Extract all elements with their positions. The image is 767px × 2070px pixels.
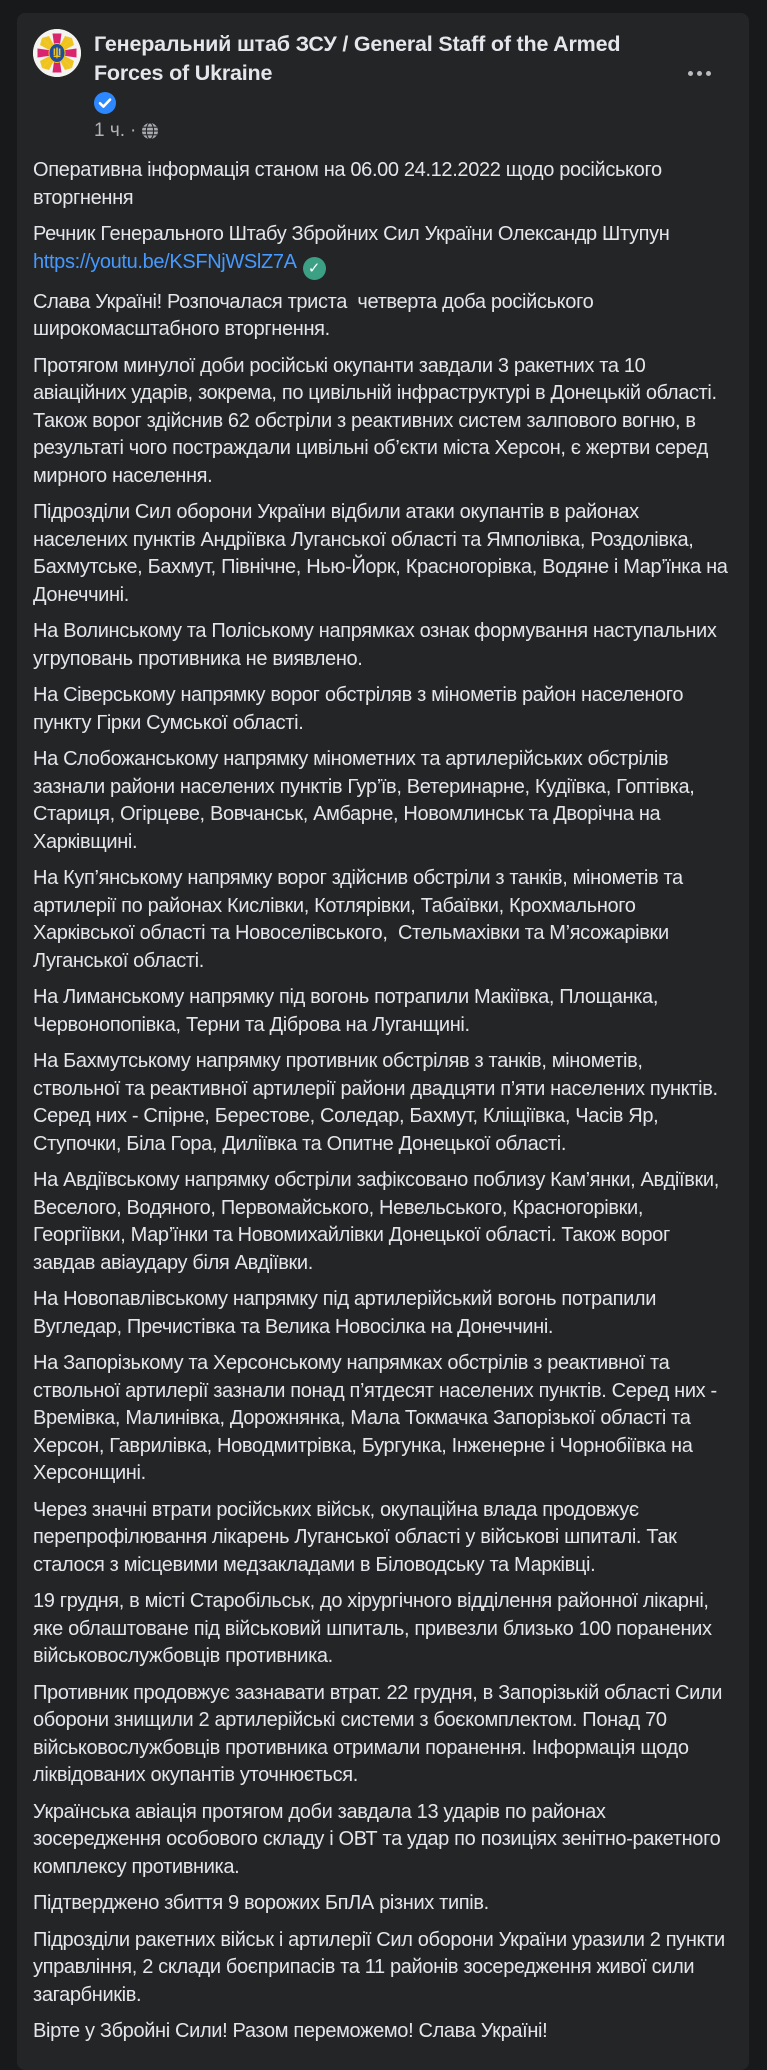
post-paragraph: Вірте у Збройні Сили! Разом переможемо! Слава Україні! bbox=[33, 2020, 548, 2043]
post-paragraph-speaker bbox=[33, 221, 733, 280]
verified-badge-row bbox=[94, 92, 674, 114]
post-header-info bbox=[94, 29, 674, 142]
post-header bbox=[33, 29, 733, 142]
meta-separator: · bbox=[130, 120, 137, 141]
post-timestamp[interactable]: 1 ч. bbox=[94, 120, 126, 141]
post-paragraph: На Сіверському напрямку ворог обстріляв з мінометів район населеного пункту Гірки Сумської області. bbox=[33, 684, 689, 734]
speaker-text: Речник Генерального Штабу Збройних Сил України Олександр Штупун bbox=[33, 223, 670, 245]
post-paragraph: 19 грудня, в місті Старобільськ, до хірургічного відділення районної лікарні, яке облаштоване під військовий шпиталь, привезли близько 100 поранених військовослужбовців противника. bbox=[33, 1590, 717, 1668]
post-options-button[interactable] bbox=[677, 55, 721, 91]
general-staff-emblem-icon bbox=[33, 29, 81, 77]
post-paragraph: Противник продовжує зазнавати втрат. 22 грудня, в Запорізькій області Сили оборони знищили 2 артилерійські системи з боєкомплектом. Понад 70 військовослужбовців противника отримали поранення. Інформація щодо ліквідованих окупантів уточнюється. bbox=[33, 1681, 728, 1787]
post-paragraph: Підрозділи Сил оборони України відбили атаки окупантів в районах населених пунктів Андріївка Луганської області та Ямполівка, Роздолівка, Бахмутське, Бахмут, Північне, Нью-Йорк, Красногорівка, Водяне і Мар’їнка на Донеччині. bbox=[33, 501, 733, 606]
post-paragraph: На Авдіївському напрямку обстріли зафіксовано поблизу Кам’янки, Авдіївки, Веселого, Водяного, Первомайського, Невельського, Красногорівки, Георгіївки, Мар’їнки та Новомихайлівки Донецької області. Також ворог завдав авіаудару біля Авдіївки. bbox=[33, 1169, 725, 1274]
post-paragraph: На Куп’янському напрямку ворог здійснив обстріли з танків, мінометів та артилерії по районах Кислівки, Котлярівки, Табаївки, Крохмального Харківської області та Новоселівського, Стельмахівки та М’ясожарівки Луганської області. bbox=[33, 867, 689, 972]
post-paragraph: Оперативна інформація станом на 06.00 24.12.2022 щодо російського вторгнення bbox=[33, 159, 667, 209]
verified-badge-icon bbox=[94, 92, 116, 114]
post-paragraph: Підтверджено збиття 9 ворожих БпЛА різних типів. bbox=[33, 1892, 489, 1915]
page-name[interactable]: Генеральний штаб ЗСУ / General Staff of the Armed Forces of Ukraine bbox=[94, 32, 621, 85]
post-text bbox=[33, 157, 733, 2046]
post-paragraph: На Лиманському напрямку під вогонь потрапили Макіївка, Площанка, Червонопопівка, Терни та Діброва на Луганщині. bbox=[33, 986, 664, 1036]
post-paragraph: Слава Україні! Розпочалася триста четверта доба російського широкомасштабного вторгнення. bbox=[33, 290, 599, 341]
youtube-link[interactable]: https://youtu.be/KSFNjWSlZ7A bbox=[33, 250, 297, 273]
page-avatar[interactable] bbox=[33, 29, 81, 77]
post-paragraph: На Запорізькому та Херсонському напрямках обстрілів з реактивної та ствольної артилерії зазнали понад п’ятдесят населених пунктів. Серед них - Времівка, Малинівка, Дорожнянка, Мала Токмачка Запорізької області та Херсон, Гаврилівка, Новодмитрівка, Бургунка, Інженерне і Чорнобіївка на Херсонщині. bbox=[33, 1352, 723, 1485]
ellipsis-icon bbox=[688, 71, 711, 76]
post-paragraph: На Бахмутському напрямку противник обстріляв з танків, мінометів, ствольної та реактивної артилерії райони двадцяти п’яти населених пунктів. Серед них - Спірне, Берестове, Соледар, Бахмут, Кліщіївка, Часів Яр, Ступочки, Біла Гора, Диліївка та Опитне Донецької області. bbox=[33, 1050, 723, 1155]
post-paragraph: Протягом минулої доби російські окупанти завдали 3 ракетних та 10 авіаційних ударів, зокрема, по цивільній інфраструктурі в Донецькій області. Також ворог здійснив 62 обстріли з реактивних систем залпового вогню, в результаті чого постраждали цивільні об’єкти міста Херсон, є жертви серед мирного населення. bbox=[33, 354, 722, 487]
post-paragraph: Підрозділи ракетних військ і артилерії Сил оборони України уразили 2 пункти управління, 2 склади боєприпасів та 11 районів зосередження живої сили загарбників. bbox=[33, 1928, 731, 2006]
post-paragraph: На Волинському та Поліському напрямках ознак формування наступальних угруповань противника не виявлено. bbox=[33, 620, 722, 670]
facebook-post-card bbox=[17, 13, 749, 2070]
globe-public-icon bbox=[141, 122, 159, 140]
post-paragraph: Через значні втрати російських військ, окупаційна влада продовжує перепрофілювання лікарень Луганської області у військові шпиталі. Так сталося з місцевими медзакладами в Біловодську та Марківці. bbox=[33, 1498, 682, 1576]
post-paragraph: На Новопавлівському напрямку під артилерійський вогонь потрапили Вугледар, Пречистівка та Велика Новосілка на Донеччині. bbox=[33, 1288, 662, 1338]
post-meta-row bbox=[94, 120, 674, 142]
post-paragraph: Українська авіація протягом доби завдала 13 ударів по районах зосередження особового складу і ОВТ та удар по позиціях зенітно-ракетного комплексу противника. bbox=[33, 1800, 726, 1878]
post-paragraph: На Слобожанському напрямку мінометних та артилерійських обстрілів зазнали райони населених пунктів Гур’їв, Ветеринарне, Кудіївка, Гоптівка, Стариця, Огірцеве, Вовчанськ, Амбарне, Новомлинськ та Дворічна на Харківщині. bbox=[33, 748, 700, 853]
check-mark-emoji: ✓ bbox=[303, 257, 326, 280]
